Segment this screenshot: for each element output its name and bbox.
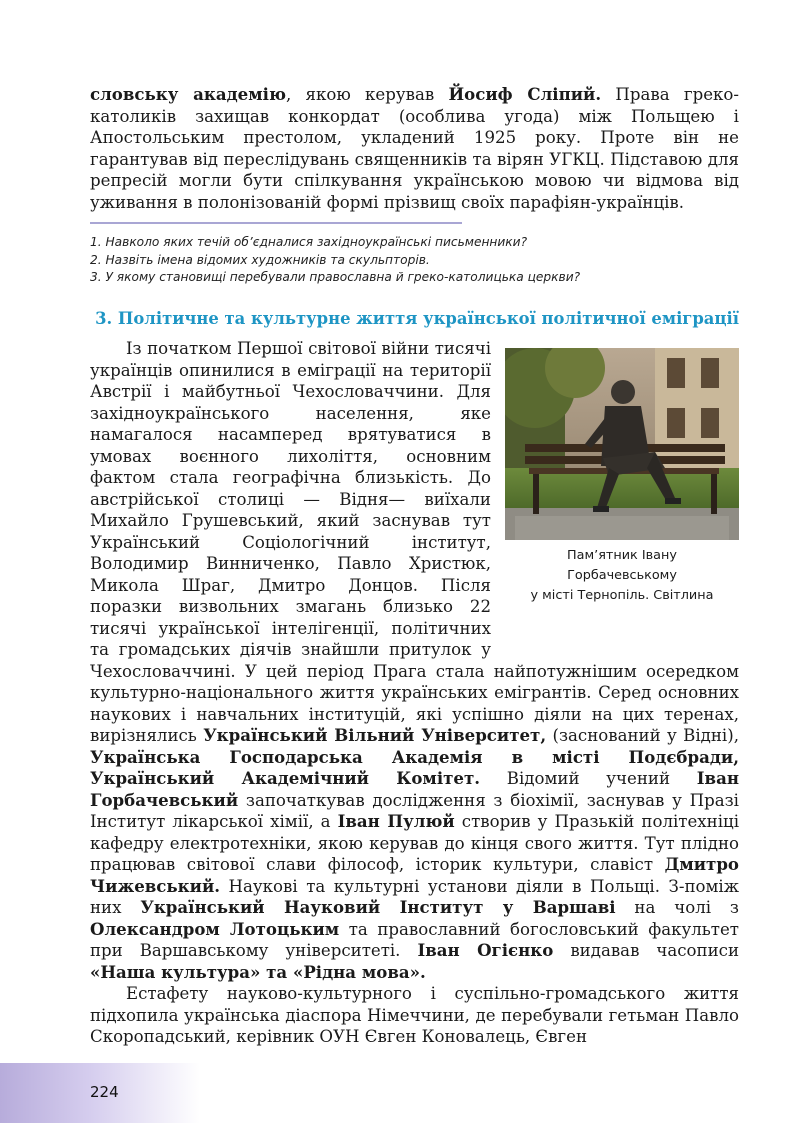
question-2: 2. Назвіть імена відомих художників та скульпторів. [90,252,430,267]
page-number: 224 [90,1083,119,1101]
bold-term: Йосиф Сліпий. [448,84,602,104]
figure-caption: Пам’ятник Івану Горбачевському у місті Тернопіль. Світлина [530,548,714,603]
question-1: 1. Навколо яких течій об’єдналися західноукраїнські письменники? [90,235,528,249]
question-3: 3. У якому становищі перебували православна й греко-католицька церкви? [90,270,581,284]
main-paragraph-2: Естафету науково-культурного і суспільно-громадського життя підхопила українська діаспора Німеччини, де перебували гетьман Павло Скоропадський, керівник ОУН Євген Коновалець, Євген [90,984,739,1046]
divider-line [90,222,462,224]
section-title: 3. Політичне та культурне життя української політичної еміграції [95,309,739,328]
monument-photo [505,348,739,540]
review-questions [90,234,750,287]
main-paragraph-1: Пам’ятник Івану Горбачевському у місті Тернопіль. Світлина Із початком Першої світової війни тисячі українців опинилися в еміграції на території Австрії і майбутньої Чехословаччини. Для західноукраїнського населення, яке намагалося насамперед врятуватися в умовах воєнного лихоліття, основним фактом стала географічна близькість. До австрійської столиці — Відня— виїхали Михайло Грушевський, який заснував тут Український Соціологічний інститут, Володимир Винниченко, Павло Христюк, Микола Шраг, Дмитро Донцов. Після поразки визвольних змагань близько 22 тисячі української інтелігенції, політичних та громадських діячів знайшли притулок у Чехословаччині. У цей період Прага стала найпотужнішим осередком культурно-національного життя українських емігрантів. Серед основних наукових і навчальних інституцій, які успішно діяли на цих теренах, вирізнялись Український Вільний Університет, (заснований у Відні), Українська Господарська Академія в місті Подєбради, Український Академічний Комітет. Відомий учений Іван Горбачевський започаткував дослідження з біохімії, заснував у Празі Інститут лікарської хімії, а Іван Пулюй створив у Празькій політехніці кафедру електротехніки, якою керував до кінця свого життя. Тут плідно працював світової слави філософ, історик культури, славіст Дмитро Чижевський. Наукові та культурні установи діяли в Польщі. З-поміж них Український Науковий Інститут у Варшаві на чолі з Олександром Лотоцьким та православний богословський факультет при Варшавському університеті. Іван Огієнко видавав часописи «Наша культура» та «Рідна мова». [90,339,740,982]
top-paragraph: словську академію, якою керував Йосиф Сліпий. Права греко-католиків захищав конкордат (особлива угода) між Польщею і Апостольським престолом, укладений 1925 року. Проте він не гарантував від переслідувань священників та вірян УГКЦ. Підставою для репресій могли бути спілкування українською мовою чи відмова від уживання в полонізованій формі прізвищ своїх парафіян-українців. [90,84,739,212]
bold-term: словську академію [90,84,286,104]
figure [505,348,739,650]
main-text [90,338,739,1048]
